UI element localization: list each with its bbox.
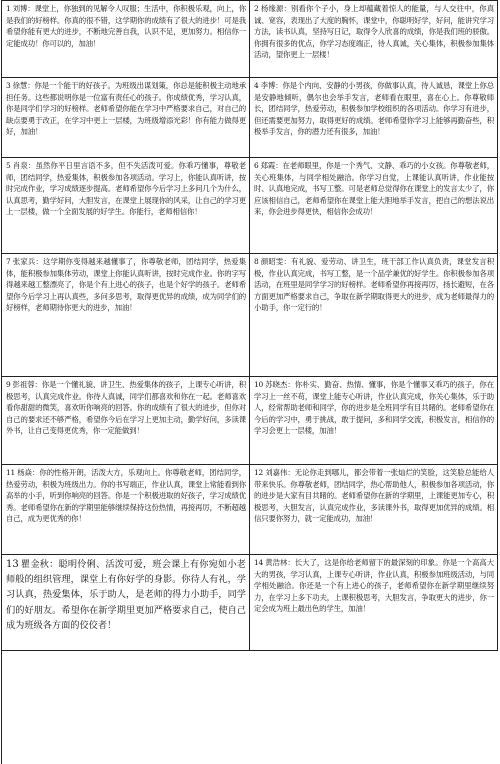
comment-number: 5	[6, 161, 11, 170]
comment-number: 6	[254, 161, 259, 170]
comment-number: 7	[6, 257, 11, 266]
comment-text: 苏晓杰：你朴实、勤奋、热情、懂事，你是个懂事又乖巧的孩子，你在学习上一丝不苟，课堂上能专心听讲，作业认真完成，你关心集体，乐于助人，经常帮助老师和同学，你的进步是全班同学有目共睹的。老师希望你在今后的学习中，勇于挑战，敢于提问，多和同学交流，积极发言，相信你的学习会更上一层楼，加油！	[254, 380, 494, 436]
comment-number: 12	[254, 468, 264, 477]
comment-number: 11	[6, 468, 16, 477]
comment-text: 刘博：课堂上，你独到的见解令人叹服；生活中，你积极乐观，向上，你是我们的好榜样。你真的很不错，这学期你的成绩有了很大的进步！可是我希望你能有更大的进步，不断地完善自我，认识不足，更加努力。相信你一定能成功！你可以的，加油！	[6, 4, 246, 48]
comment-number: 2	[254, 4, 259, 13]
comment-number: 9	[6, 380, 11, 389]
comment-number: 8	[254, 257, 259, 266]
comment-text: 瞿金秋：聪明伶俐、活泼可爱，班会课上有你宛如小老师般的组织管理，课堂上有你好学的身影。你待人有礼，学习认真，热爱集体，乐于助人，是老师的得力小助手，同学们的好朋友。希望你在新学期里更加严格要求自己，使自己成为班级各方面的佼佼者！	[6, 559, 246, 631]
comment-text: 徐慧：你是一个能干的好孩子。为班级出谋划策，你总是能积极主动地承担任务。这些都说明你是一位富有责任心的孩子。你成绩优秀，学习认真，你是同学们学习的好榜样。老师希望你能在学习中严格要求自己，对自己的缺点要勇于改正，在学习中更上一层楼，为班级增添光彩！你有能力做得更好，加油！	[6, 81, 246, 137]
comment-number: 1	[6, 4, 11, 13]
comment-cell-5	[2, 158, 250, 254]
comment-number: 13	[6, 559, 19, 570]
comment-cell-1	[2, 1, 250, 78]
comment-cell-11	[2, 465, 250, 555]
comment-text: 刘嘉伟：无论你走到哪儿，都会带着一张灿烂的笑脸，这笑脸总能给人带来快乐。你尊敬老师，团结同学，热心帮助他人，积极参加各项活动，你的进步是大家有目共睹的。老师希望你在新的学期里，上课能更加专心，积极思考，大胆发言，认真完成作业，多读课外书，取得更加优异的成绩。相信只要你努力，就一定能成功，加油！	[254, 468, 494, 524]
comment-cell-3	[2, 78, 250, 158]
comment-cell-14	[250, 555, 498, 651]
comment-text: 李博：你是个内向、安静的小男孩，你做事认真，待人诚恳，课堂上你总是安静地倾听，偶尔也会举手发言，老师看在眼里，喜在心上。你尊敬师长，团结同学，热爱劳动，积极参加学校组织的各项活动。你学习有进步，但还需要更加努力，取得更好的成绩。老师希望你学习上能够再勤奋些，积极举手发言，你的潜力还有很多，加油！	[254, 81, 494, 137]
comment-text: 郑霞：在老师眼里，你是一个秀气、文静、乖巧的小女孩。你尊敬老师，关心班集体，与同学相处融洽。你学习自觉，上课能认真听讲，作业能按时、认真地完成，书写工整。可是老师总觉得你在课堂上的发言太少了，你应该相信自己，老师希望你在课堂上能大胆地举手发言，把自己的想法说出来，你会进步得更快，相信你会成功！	[254, 161, 494, 217]
comment-number: 4	[254, 81, 259, 90]
comment-cell-2	[250, 1, 498, 78]
comment-cell-9	[2, 377, 250, 465]
comment-text: 杨焱：你的性格开朗，活泼大方，乐观向上。你尊敬老师，团结同学，热爱劳动，积极为班级出力。你的书写端正，作业认真，课堂上常能看到你高举的小手，听到你响亮的回答。你是一个积极进取的好孩子，学习成绩优秀。老师希望你在新的学期里能够继续保持这份热情，再接再厉，不断超越自己，成为更优秀的你！	[6, 468, 246, 524]
comment-cell-13	[2, 555, 250, 651]
comment-cell-7	[2, 254, 250, 377]
comment-cell-6	[250, 158, 498, 254]
comment-table	[1, 0, 498, 764]
comment-text: 杨缘源：别看你个子小，身上却蕴藏着惊人的能量，与人交往中，你真诚、宽容，表现出了大度的胸怀，课堂中，你聪明好学，好问，能讲究学习方法，读书认真，坚持写日记，取得令人欣喜的成绩，你是我们班的骄傲。你拥有很多的优点，你学习态度端正，待人真诚，关心集体，积极参加集体活动，望你更上一层楼！	[254, 4, 494, 60]
comment-text: 彭祖蓉：你是一个懂礼貌、讲卫生、热爱集体的孩子，上课专心听讲，积极思考，认真完成作业。你待人真诚，同学们都喜欢和你在一起。老师喜欢看你甜甜的微笑，喜欢听你响亮的回答。你的成绩有了很大的进步，但你对自己的要求还不够严格，希望你今后在学习上更加主动，勤学好问，多读课外书，让自己变得更优秀，你一定能做到！	[6, 380, 246, 436]
comment-number: 10	[254, 380, 264, 389]
comment-text: 颜昭雯：有礼貌、爱劳动、讲卫生，班干部工作认真负责，课堂发言积极，作业认真完成，书写工整，是一个品学兼优的好学生。你积极参加各项活动，在班里是同学学习的好榜样。老师希望你再接再厉，扬长避短，在各方面更加严格要求自己，争取在新学期取得更大的进步，成为老师最得力的小助手，你一定行的！	[254, 257, 494, 313]
comment-number: 3	[6, 81, 11, 90]
comment-text: 黄浩林：长大了，这是你给老师留下的最深刻的印象。你是一个高高大大的男孩，学习认真，上课专心听讲，作业认真，积极参加班级活动，与同学相处融洽。你还是一个有上进心的孩子，老师希望你在新学期里继续努力，在学习上多下功夫，上课积极思考，大胆发言，争取更大的进步，你一定会成为班上最出色的学生，加油！	[254, 558, 494, 614]
comment-cell-8	[250, 254, 498, 377]
comment-cell-4	[250, 78, 498, 158]
comment-cell-12	[250, 465, 498, 555]
comment-text: 张家兵：这学期你变得越来越懂事了，你尊敬老师，团结同学，热爱集体，能积极参加集体劳动，课堂上你能认真听讲，按时完成作业。你的字写得越来越工整漂亮了，你是个有上进心的孩子，也是个好学的孩子。老师希望你今后学习上再认真些，多问多思考，取得更优异的成绩，成为同学们的好榜样，老师期待你更大的进步，加油！	[6, 257, 246, 313]
comment-number: 14	[254, 558, 264, 567]
comment-text: 肖泉：虽然你平日里言语不多，但不失活泼可爱。你乖巧懂事，尊敬老师，团结同学，热爱集体，积极参加各项活动。学习上，你能认真听讲，按时完成作业，学习成绩逐步提高。老师希望你今后学习上多问几个为什么，认真思考，勤学好问，大胆发言，在课堂上展现你的风采，让自己的学习更上一层楼，做一个全面发展的好学生。你能行，老师相信你！	[6, 161, 246, 217]
comment-cell-10	[250, 377, 498, 465]
